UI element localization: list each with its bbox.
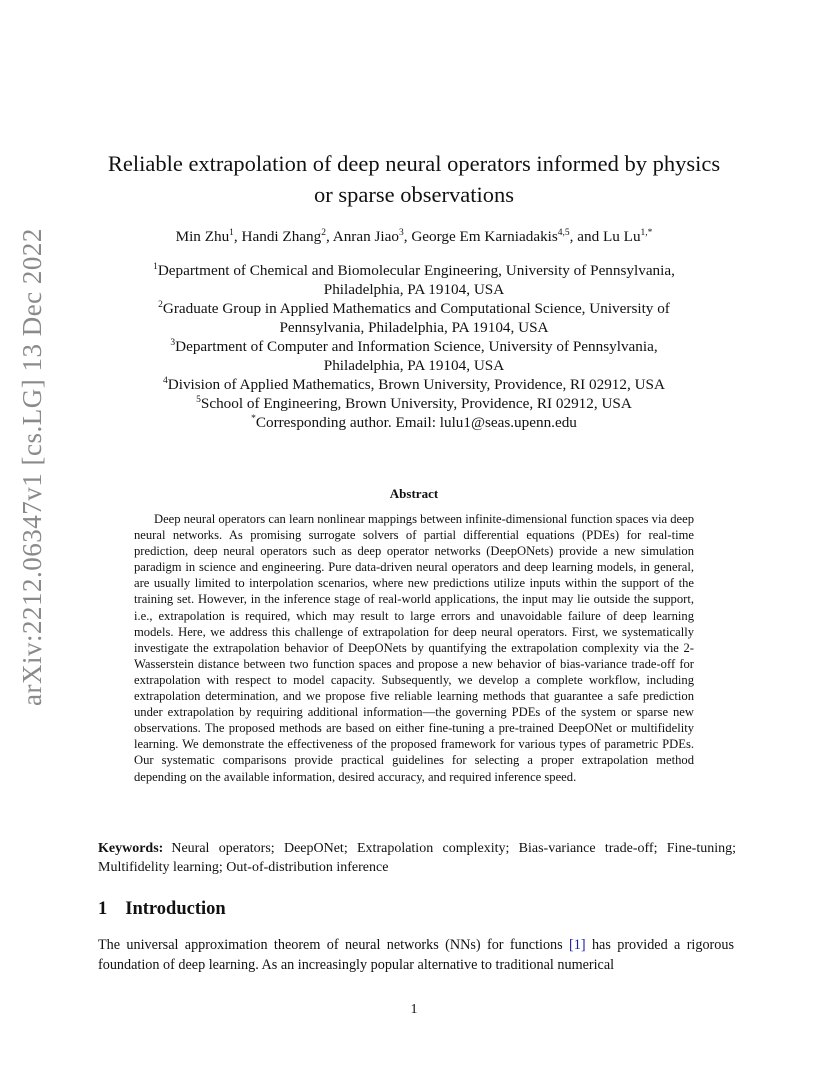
affiliation-text-cont: Philadelphia, PA 19104, USA (323, 357, 505, 374)
affiliation-text: Division of Applied Mathematics, Brown University, Providence, RI 02912, USA (167, 376, 665, 393)
author-name: Anran Jiao (332, 228, 399, 245)
author-name: Lu Lu (603, 228, 641, 245)
affiliation-text: Department of Chemical and Biomolecular Engineering, University of Pennsylvania, (157, 262, 675, 279)
author-separator: , (233, 228, 242, 245)
author-list (90, 227, 738, 247)
affiliation (90, 375, 738, 394)
abstract-body: Deep neural operators can learn nonlinear mappings between infinite-dimensional function spaces via deep neural networks. As promising surrogate solvers of partial differential equations (PDEs) for real-time prediction, deep neural operators such as deep operator networks (DeepONets) provide a new simulation paradigm in science and engineering. Pure data-driven neural operators and deep learning models, in general, are usually limited to interpolation scenarios, where new predictions utilize inputs within the support of the training set. However, in the inference stage of real-world applications, the input may lie outside the support, i.e., extrapolation is required, which may result to large errors and unavoidable failure of deep learning models. Here, we address this challenge of extrapolation for deep neural operators. First, we systematically investigate the extrapolation behavior of DeepONets by quantifying the extrapolation complexity via the 2-Wasserstein distance between two function spaces and propose a new behavior of bias-variance trade-off for extrapolation with respect to model capacity. Subsequently, we develop a complete workflow, including extrapolation determination, and we propose five reliable learning methods that guarantee a safe prediction under extrapolation by requiring additional information—the governing PDEs of the system or sparse new observations. The proposed methods are based on either fine-tuning a pre-trained DeepONet or multifidelity learning. We demonstrate the effectiveness of the proposed framework for various types of parametric PDEs. Our systematic comparisons provide practical guidelines for selecting a proper extrapolation method depending on the available information, desired accuracy, and required inference speed. (134, 512, 694, 784)
author-separator: , and (569, 228, 603, 245)
affiliation-mark: * (251, 413, 256, 424)
affiliation-text: School of Engineering, Brown University, Providence, RI 02912, USA (200, 395, 632, 412)
author-name: George Em Karniadakis (411, 228, 558, 245)
page-number: 1 (410, 1002, 418, 1017)
keywords-text: Neural operators; DeepONet; Extrapolation complexity; Bias-variance trade-off; Fine-tuning; Multifidelity learning; Out-of-distribution inference (98, 841, 736, 875)
affiliation-text: Graduate Group in Applied Mathematics and Computational Science, University of (162, 300, 670, 317)
abstract-heading: Abstract (389, 486, 439, 501)
affiliation (90, 394, 738, 413)
author-affil-mark: 1 (229, 227, 234, 238)
arxiv-identifier-stamp: arXiv:2212.06347v1 [cs.LG] 13 Dec 2022 (17, 228, 47, 706)
keywords-label: Keywords: (98, 841, 164, 856)
affiliation-mark: 5 (196, 394, 201, 405)
author-affil-mark: 4,5 (557, 227, 570, 238)
title-line-1: Reliable extrapolation of deep neural operators informed by physics (107, 151, 721, 176)
citation-link[interactable]: [1] (569, 937, 586, 953)
keywords (98, 839, 736, 877)
affiliation-mark: 3 (170, 337, 176, 348)
author-affil-mark: 1,* (640, 227, 653, 238)
corresponding-author-text: Corresponding author. Email: lulu1@seas.upenn.edu (255, 414, 577, 431)
affiliation (90, 261, 738, 299)
section-heading (98, 899, 226, 920)
affiliation-list (90, 261, 738, 432)
intro-text: The universal approximation theorem of neural networks (NNs) for functions (98, 937, 570, 953)
intro-text-cont: has provided a rigorous foundation of deep learning. As an increasingly popular alternative to traditional numerical (98, 937, 734, 973)
affiliation-mark: 1 (153, 261, 158, 272)
paper-title (90, 148, 738, 210)
author-name: Handi Zhang (241, 228, 322, 245)
affiliation-text-cont: Philadelphia, PA 19104, USA (323, 281, 505, 298)
author-name: Min Zhu (175, 228, 230, 245)
affiliation (90, 299, 738, 337)
affiliation-text-cont: Pennsylvania, Philadelphia, PA 19104, USA (279, 319, 549, 336)
author-affil-mark: 3 (398, 227, 404, 238)
corresponding-author (90, 413, 738, 432)
section-number: 1 (98, 899, 108, 919)
affiliation-text: Department of Computer and Information Science, University of Pennsylvania, (175, 338, 658, 355)
introduction-paragraph (98, 936, 734, 975)
author-separator: , (403, 228, 412, 245)
affiliation-mark: 4 (163, 375, 168, 386)
section-title: Introduction (125, 899, 226, 919)
author-separator: , (325, 228, 333, 245)
title-line-2: or sparse observations (314, 182, 514, 207)
affiliation (90, 337, 738, 375)
author-affil-mark: 2 (321, 227, 326, 238)
affiliation-mark: 2 (158, 299, 163, 310)
